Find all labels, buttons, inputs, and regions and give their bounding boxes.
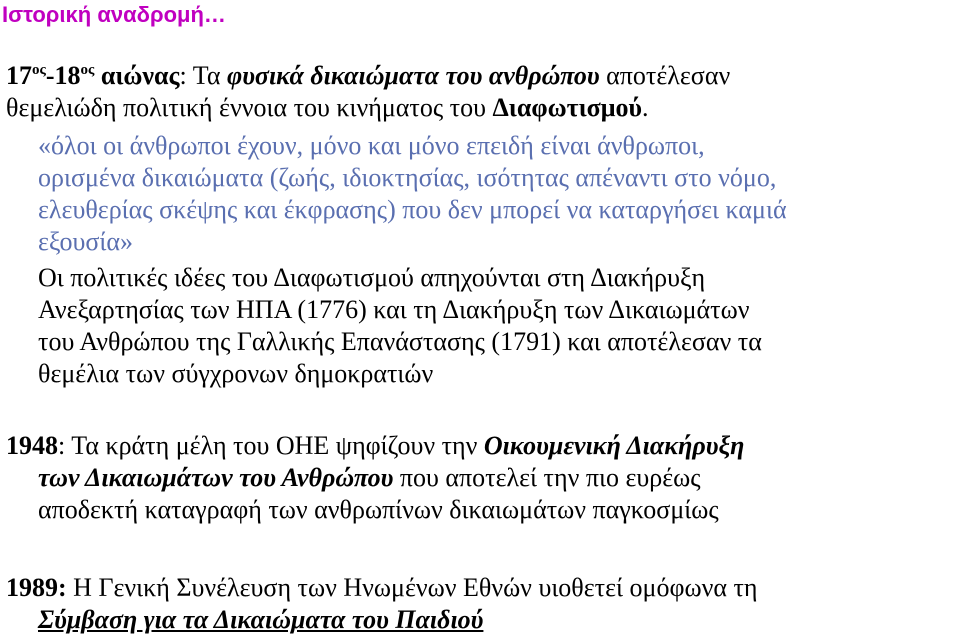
ideas-line: του Ανθρώπου της Γαλλικής Επανάστασης (1791) και αποτέλεσαν τα	[38, 327, 762, 356]
p5-line-1	[6, 572, 956, 604]
ideas-line: θεμέλια των σύγχρονων δημοκρατιών	[38, 359, 434, 388]
p4-line-2	[6, 462, 956, 494]
p1-line-1	[6, 60, 956, 92]
p4-line-1	[6, 430, 956, 462]
p1-line-2	[6, 92, 956, 124]
ordinal-suffix-a: ος	[32, 62, 46, 78]
child-rights-convention: Σύμβαση για τα Δικαιώματα του Παιδιού	[38, 605, 484, 634]
p1-after-rights: αποτέλεσαν	[599, 61, 731, 90]
p4-text-2: που αποτελεί την πιο ευρέως	[393, 463, 701, 492]
quote-line: «όλοι οι άνθρωποι έχουν, μόνο και μόνο επειδή είναι άνθρωποι,	[38, 131, 705, 160]
enlightenment-term: Διαφωτισμού	[492, 93, 643, 122]
p5-line-2	[6, 604, 956, 636]
paragraph-1948	[6, 430, 956, 526]
paragraph-1989	[6, 572, 956, 636]
p1-line2-text: θεμελιώδη πολιτική έννοια του κινήματος του	[6, 93, 493, 122]
slide-title: Ιστορική αναδρομή…	[2, 2, 226, 27]
ordinal-suffix-b: ος	[80, 62, 95, 78]
century-label	[6, 61, 180, 90]
century-17: 17	[6, 61, 32, 90]
universal-declaration-part-1: Οικουμενική Διακήρυξη	[483, 431, 745, 460]
quote-line: ελευθερίας σκέψης και έκφρασης) που δεν μπορεί να καταργήσει καμιά	[38, 195, 787, 224]
universal-declaration-part-2: των Δικαιωμάτων του Ανθρώπου	[38, 463, 394, 492]
century-18: -18	[45, 61, 81, 90]
natural-rights-phrase: φυσικά δικαιώματα του ανθρώπου	[226, 61, 600, 90]
enlightenment-ideas-paragraph	[6, 262, 960, 390]
p1-intro-text: : Τα	[179, 61, 227, 90]
ideas-line: Ανεξαρτησίας των ΗΠΑ (1776) και τη Διακήρυξη των Δικαιωμάτων	[38, 295, 750, 324]
p1-period: .	[642, 93, 649, 122]
quote-line: ορισμένα δικαιώματα (ζωής, ιδιοκτησίας, ισότητας απέναντι στο νόμο,	[38, 163, 777, 192]
ideas-line: Οι πολιτικές ιδέες του Διαφωτισμού απηχούνται στη Διακήρυξη	[38, 263, 706, 292]
quote-line: εξουσία»	[38, 227, 134, 256]
paragraph-17th-18th-century	[6, 60, 956, 124]
century-word: αιώνας	[94, 61, 180, 90]
p4-text-1: : Τα κράτη μέλη του ΟΗΕ ψηφίζουν την	[58, 431, 484, 460]
p5-text-1: Η Γενική Συνέλευση των Ηνωμένων Εθνών υιοθετεί ομόφωνα τη	[66, 573, 758, 602]
year-1989: 1989:	[6, 573, 67, 602]
year-1948: 1948	[6, 431, 58, 460]
p4-text-3: αποδεκτή καταγραφή των ανθρωπίνων δικαιωμάτων παγκοσμίως	[38, 495, 719, 524]
quote-paragraph	[6, 130, 960, 258]
